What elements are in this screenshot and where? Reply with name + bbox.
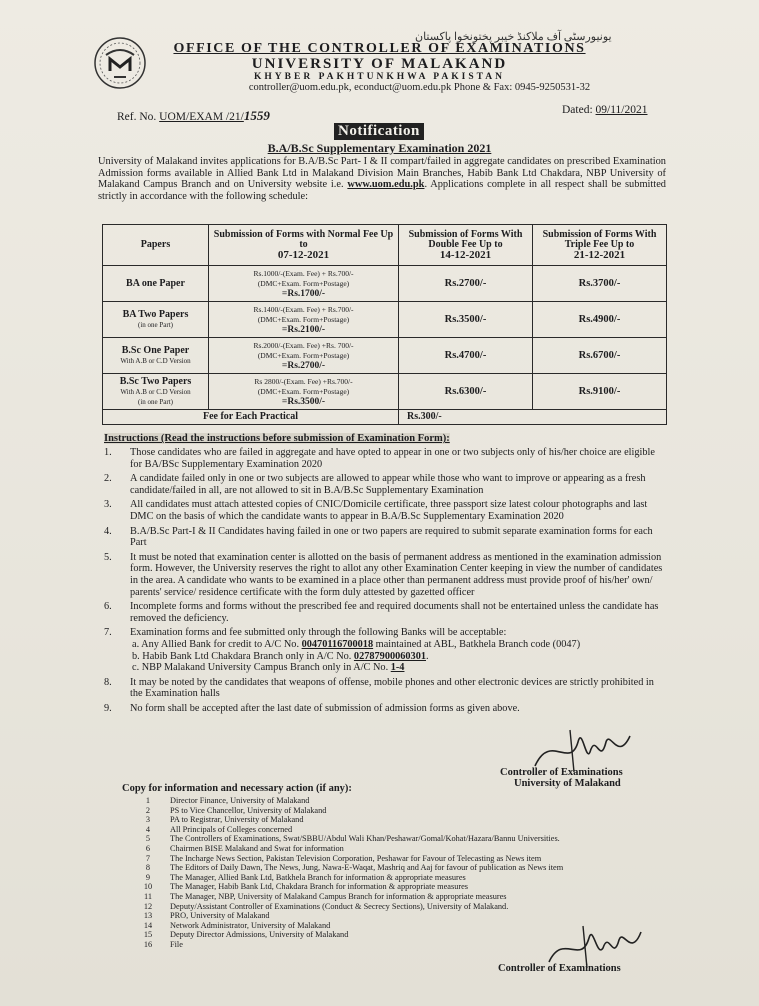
table-row bbox=[103, 266, 667, 302]
list-item: 5. It must be noted that examination center is allotted on the basis of permanent address as mentioned in the examination admission form. However, the University reserves the right to allot any other Examination Center keeping in view the number of candidates in the area. A candidate who wants to be examined in a place other than permanent address must provide proof of his/her' own/ parents' service/ residence certificate with the form duly attested by gazetted officer bbox=[104, 551, 663, 598]
list-item: 6 Chairmen BISE Malakand and Swat for information bbox=[145, 843, 344, 853]
list-item: 9. No form shall be accepted after the last date of submission of admission forms as given above. bbox=[104, 702, 520, 714]
signatory-university: University of Malakand bbox=[514, 778, 621, 789]
paper-cell: BA Two Papers (in one Part) bbox=[103, 302, 209, 338]
urdu-header: یونیورسٹی آف ملاکنڈ خیبر پختونخوا پاکستان bbox=[415, 31, 612, 43]
list-item: 8. It may be noted by the candidates that weapons of offense, mobile phones and other electronic devices are strictly prohibited in the Examination halls bbox=[104, 676, 654, 700]
list-item: 2. A candidate failed only in one or two subjects are allowed to appear while those who want to improve or appearing as a fresh candidate/failed in all, are not allowed to sit in B.A/B.Sc Supplementary Examination bbox=[104, 473, 646, 496]
list-item: 1. Those candidates who are failed in aggregate and have opted to appear in one or two subjects only of his/her choice are eligible for BA/BSc Supplementary Examination 2020 bbox=[104, 447, 655, 470]
paper-cell: B.Sc Two Papers With A.B or C.D Version (in one Part) bbox=[103, 374, 209, 410]
fee-schedule-table bbox=[102, 224, 667, 425]
instructions-list bbox=[104, 447, 664, 717]
list-item: 5 The Controllers of Examinations, Swat/SBBU/Abdul Wali Khan/Peshawar/Gomal/Kohat/Hazara/Bannu Universities. bbox=[145, 834, 560, 844]
table-row bbox=[103, 338, 667, 374]
triple-fee-cell: Rs.4900/- bbox=[533, 302, 667, 338]
table-row bbox=[103, 374, 667, 410]
intro-text-2: . Applications complete in all respect shall be submitted strictly in accordance with the following schedule: bbox=[98, 179, 666, 202]
list-item: 2 PS to Vice Chancellor, University of Malakand bbox=[145, 805, 327, 815]
triple-fee-header: Submission of Forms With Triple Fee Up to 21-12-2021 bbox=[533, 225, 667, 266]
ref-label: Ref. No. bbox=[117, 111, 157, 123]
list-item: 3 PA to Registrar, University of Malakand bbox=[145, 815, 304, 825]
list-item: 3. All candidates must attach attested copies of CNIC/Domicile certificate, three passport size latest colour photographs and last DMC on the basis of which the candidate wants to appear in B.A/B.Sc Supplementary Examination 2020 bbox=[104, 499, 648, 522]
signatory-title-2: Controller of Examinations bbox=[498, 963, 621, 974]
list-item: 4 All Principals of Colleges concerned bbox=[145, 824, 293, 834]
instructions-heading: Instructions (Read the instructions before submission of Examination Form): bbox=[104, 433, 450, 444]
double-fee-cell: Rs.2700/- bbox=[399, 266, 533, 302]
notification-heading: Notification bbox=[334, 123, 424, 140]
ref-handwritten-number: 1559 bbox=[243, 108, 270, 123]
double-fee-cell: Rs.3500/- bbox=[399, 302, 533, 338]
practical-fee-row bbox=[103, 410, 667, 425]
list-item: 12 Deputy/Assistant Controller of Examinations (Conduct & Secrecy Sections), University of Malakand. bbox=[143, 901, 509, 911]
list-item: 6. Incomplete forms and forms without the prescribed fee and required documents shall not be entertained unless the candidate has removed the deficiency. bbox=[104, 601, 659, 624]
contact-line: controller@uom.edu.pk, econduct@uom.edu.pk Phone & Fax: 0945-9250531-32 bbox=[248, 82, 591, 93]
document-date bbox=[562, 104, 648, 116]
bank-option: a. Any Allied Bank for credit to A/C No. 00470116700018 maintained at ABL, Batkhela Branch code (0047) bbox=[132, 638, 581, 650]
normal-fee-cell: Rs 2800/-(Exam. Fee) +Rs.700/- (DMC+Exam. Form+Postage) =Rs.3500/- bbox=[209, 374, 399, 410]
table-header-row bbox=[103, 225, 667, 266]
bank-option: c. NBP Malakand University Campus Branch only in A/C No. 1-4 bbox=[132, 662, 405, 674]
subject-heading: B.A/B.Sc Supplementary Examination 2021 bbox=[267, 141, 492, 155]
ref-value: UOM/EXAM /21/ bbox=[159, 111, 244, 123]
list-item: 16 File bbox=[143, 939, 183, 949]
university-name: UNIVERSITY OF MALAKAND bbox=[251, 56, 508, 72]
list-item: 4. B.A/B.Sc Part-I & II Candidates having failed in one or two papers are required to submit separate examination forms for each Part bbox=[104, 525, 653, 549]
table-row bbox=[103, 302, 667, 338]
double-fee-cell: Rs.6300/- bbox=[399, 374, 533, 410]
paper-cell: B.Sc One Paper With A.B or C.D Version bbox=[103, 338, 209, 374]
list-item: 8 The Editors of Daily Dawn, The News, Jung, Nawa-E-Waqat, Mashriq and Aaj for favour of publication as News item bbox=[145, 863, 564, 873]
website-link: www.uom.edu.pk bbox=[347, 179, 425, 190]
list-item: 1 Director Finance, University of Malakand bbox=[145, 796, 310, 805]
list-item: 7 The Incharge News Section, Pakistan Television Corporation, Peshawar for Favour of Telecasting as News item bbox=[145, 853, 542, 863]
triple-fee-cell: Rs.9100/- bbox=[533, 374, 667, 410]
papers-header: Papers bbox=[103, 225, 209, 266]
normal-fee-header: Submission of Forms with Normal Fee Up to 07-12-2021 bbox=[209, 225, 399, 266]
signatory-title: Controller of Examinations bbox=[500, 767, 623, 778]
triple-fee-cell: Rs.6700/- bbox=[533, 338, 667, 374]
office-title: OFFICE OF THE CONTROLLER OF EXAMINATIONS bbox=[173, 41, 586, 56]
paper-cell: BA one Paper bbox=[103, 266, 209, 302]
normal-fee-cell: Rs.2000/-(Exam. Fee) +Rs. 700/- (DMC+Exam. Form+Postage) =Rs.2700/- bbox=[209, 338, 399, 374]
bank-option: b. Habib Bank Ltd Chakdara Branch only in A/C No. 02787900060301. bbox=[132, 650, 429, 662]
practical-value-cell: Rs.300/- bbox=[399, 410, 667, 425]
list-item: 11 The Manager, NBP, University of Malakand Campus Branch for information & appropriate measures bbox=[144, 891, 507, 901]
date-value: 09/11/2021 bbox=[595, 104, 648, 116]
list-item: 13 PRO, University of Malakand bbox=[143, 911, 270, 921]
normal-fee-cell: Rs.1000/-(Exam. Fee) + Rs.700/- (DMC+Exam. Form+Postage) =Rs.1700/- bbox=[209, 266, 399, 302]
double-fee-header: Submission of Forms With Double Fee Up to 14-12-2021 bbox=[399, 225, 533, 266]
intro-paragraph bbox=[98, 156, 666, 202]
list-item: 14 Network Administrator, University of Malakand bbox=[143, 920, 331, 930]
double-fee-cell: Rs.4700/- bbox=[399, 338, 533, 374]
intro-text: University of Malakand invites applications for B.A/B.Sc Part- I & II compart/failed in aggregate candidates on prescribed Examination Admission forms available in Allied Bank Ltd in Malakand Division Main Branches, Habib Bank Ltd Chakdara, NBP University of Malakand Campus Branch and on University website i.e. bbox=[98, 156, 666, 190]
practical-label-cell: Fee for Each Practical bbox=[103, 410, 399, 425]
list-item: 9 The Manager, Allied Bank Ltd, Batkhela Branch for information & appropriate measures bbox=[145, 872, 466, 882]
copy-to-heading: Copy for information and necessary action (if any): bbox=[122, 783, 352, 794]
normal-fee-cell: Rs.1400/-(Exam. Fee) + Rs.700/- (DMC+Exam. Form+Postage) =Rs.2100/- bbox=[209, 302, 399, 338]
list-item: 15 Deputy Director Admissions, University of Malakand bbox=[143, 930, 349, 940]
date-label: Dated: bbox=[562, 104, 593, 116]
province-line: KHYBER PAKHTUNKHWA PAKISTAN bbox=[254, 72, 505, 82]
triple-fee-cell: Rs.3700/- bbox=[533, 266, 667, 302]
reference-number bbox=[117, 108, 270, 124]
list-item: 7. Examination forms and fee submitted only through the following Banks will be acceptable: a. Any Allied Bank for credit to A/C No. 00470116700018 maintained at ABL, Batkhela Branch code (0047) b. Habib Bank Ltd Chakdara Branch only in A/C No. 02787900060301. c. NBP Malakand University Campus Branch only in A/C No. 1-4 bbox=[104, 627, 664, 673]
list-item: 10 The Manager, Habib Bank Ltd, Chakdara Branch for information & appropriate measures bbox=[143, 882, 469, 892]
